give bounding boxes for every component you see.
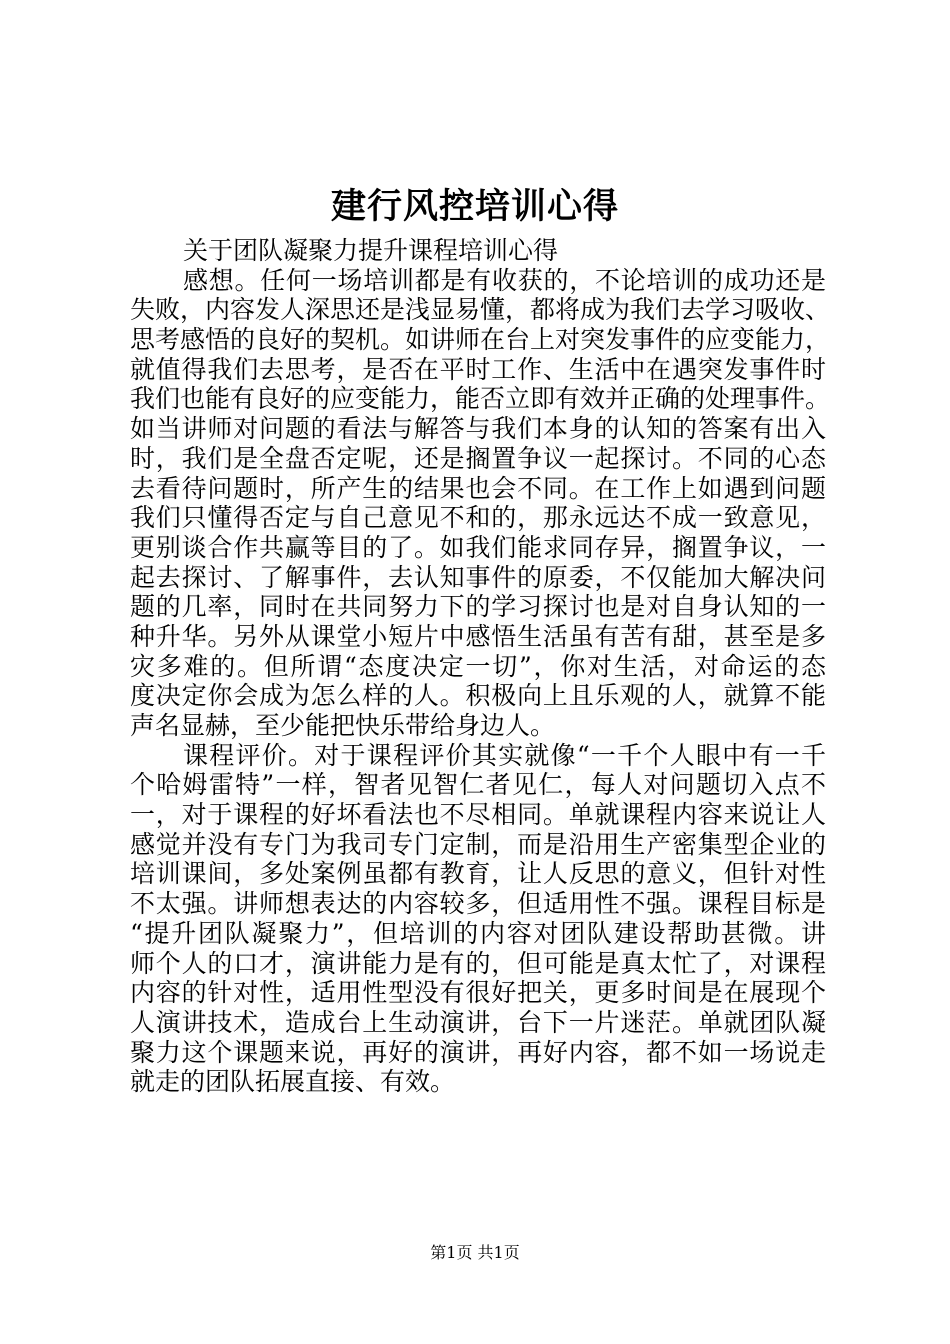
paragraph-line: 聚力这个课题来说，再好的演讲，再好内容，都不如一场说走 — [130, 1037, 826, 1067]
document-title: 建行风控培训心得 — [330, 186, 619, 227]
paragraph-line: 我们也能有良好的应变能力，能否立即有效并正确的处理事件。 — [130, 384, 831, 414]
paragraph-line: 灾多难的。但所谓“态度决定一切”，你对生活，对命运的态 — [130, 651, 826, 681]
paragraph-line: 声名显赫，至少能把快乐带给身边人。 — [130, 711, 556, 740]
paragraph-line: 个哈姆雷特”一样，智者见智仁者见仁，每人对问题切入点不 — [130, 770, 826, 800]
paragraph-line: 度决定你会成为怎么样的人。积极向上且乐观的人，就算不能 — [130, 681, 826, 711]
paragraph-line: 如当讲师对问题的看法与解答与我们本身的认知的答案有出入 — [130, 414, 826, 444]
paragraph-line: 时，我们是全盘否定呢，还是搁置争议一起探讨。不同的心态 — [130, 443, 826, 473]
paragraph-line: 我们只懂得否定与自己意见不和的，那永远达不成一致意见， — [130, 503, 826, 533]
paragraph-line: 就值得我们去思考，是否在平时工作、生活中在遇突发事件时 — [130, 354, 826, 384]
paragraph-line: 思考感悟的良好的契机。如讲师在台上对突发事件的应变能力， — [130, 325, 831, 355]
paragraph-line: 课程评价。对于课程评价其实就像“一千个人眼中有一千 — [183, 740, 826, 770]
paragraph-line: 去看待问题时，所产生的结果也会不同。在工作上如遇到问题 — [130, 473, 826, 503]
paragraph-line: 感觉并没有专门为我司专门定制，而是沿用生产密集型企业的 — [130, 829, 826, 859]
paragraph-line: 师个人的口才，演讲能力是有的，但可能是真太忙了，对课程 — [130, 948, 826, 978]
paragraph-line: 更别谈合作共赢等目的了。如我们能求同存异，搁置争议，一 — [130, 532, 826, 562]
paragraph-line: 起去探讨、了解事件，去认知事件的原委，不仅能加大解决问 — [130, 562, 826, 592]
paragraph-line: “提升团队凝聚力”，但培训的内容对团队建设帮助甚微。讲 — [130, 918, 826, 948]
paragraph-line: 题的几率，同时在共同努力下的学习探讨也是对自身认知的一 — [130, 592, 826, 622]
paragraph-line: 人演讲技术，造成台上生动演讲，台下一片迷茫。单就团队凝 — [130, 1007, 826, 1037]
paragraph-line: 失败，内容发人深思还是浅显易懂，都将成为我们去学习吸收、 — [130, 295, 831, 325]
paragraph-line: 内容的针对性，适用性型没有很好把关，更多时间是在展现个 — [130, 978, 826, 1008]
document-subtitle: 关于团队凝聚力提升课程培训心得 — [183, 236, 559, 265]
page-footer: 第1页 共1页 — [430, 1243, 520, 1262]
paragraph-course-review — [130, 741, 826, 1097]
paragraph-line: 一，对于课程的好坏看法也不尽相同。单就课程内容来说让人 — [130, 800, 826, 830]
paragraph-line: 就走的团队拓展直接、有效。 — [130, 1067, 456, 1097]
paragraph-line: 种升华。另外从课堂小短片中感悟生活虽有苦有甜，甚至是多 — [130, 621, 826, 651]
paragraph-line: 不太强。讲师想表达的内容较多，但适用性不强。课程目标是 — [130, 889, 826, 919]
paragraph-line: 培训课间，多处案例虽都有教育，让人反思的意义，但针对性 — [130, 859, 826, 889]
document-body — [130, 236, 831, 1097]
paragraph-impressions — [130, 265, 831, 741]
paragraph-line: 感想。任何一场培训都是有收获的，不论培训的成功还是 — [183, 265, 826, 295]
